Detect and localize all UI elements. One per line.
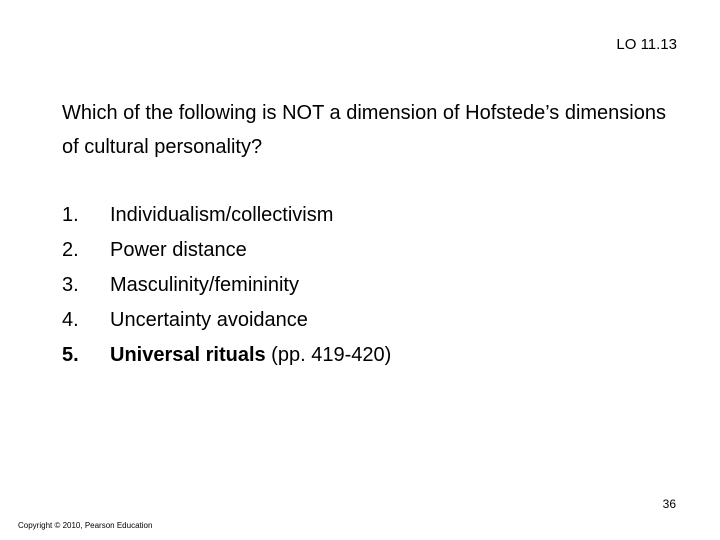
question-text: Which of the following is NOT a dimension of Hofstede’s dimensions of cultural personality? <box>62 102 666 158</box>
answer-option-1 <box>62 198 391 233</box>
option-number: 3. <box>62 274 79 296</box>
option-text: Universal rituals <box>110 344 266 366</box>
page-number: 36 <box>662 497 676 511</box>
answer-option-5-correct <box>62 338 391 373</box>
option-number: 5. <box>62 344 79 366</box>
option-text: Individualism/collectivism <box>110 204 334 226</box>
option-text: Uncertainty avoidance <box>110 309 308 331</box>
option-number: 4. <box>62 309 79 331</box>
answer-option-2 <box>62 233 391 268</box>
option-number: 2. <box>62 239 79 261</box>
answer-option-3 <box>62 268 391 303</box>
option-number: 1. <box>62 204 79 226</box>
option-text: Masculinity/femininity <box>110 274 299 296</box>
answer-options-list <box>62 198 391 373</box>
learning-objective-tag: LO 11.13 <box>616 36 677 53</box>
copyright-notice: Copyright © 2010, Pearson Education <box>18 521 153 530</box>
option-page-reference: (pp. 419-420) <box>265 344 392 366</box>
option-text: Power distance <box>110 239 247 261</box>
answer-option-4 <box>62 303 391 338</box>
